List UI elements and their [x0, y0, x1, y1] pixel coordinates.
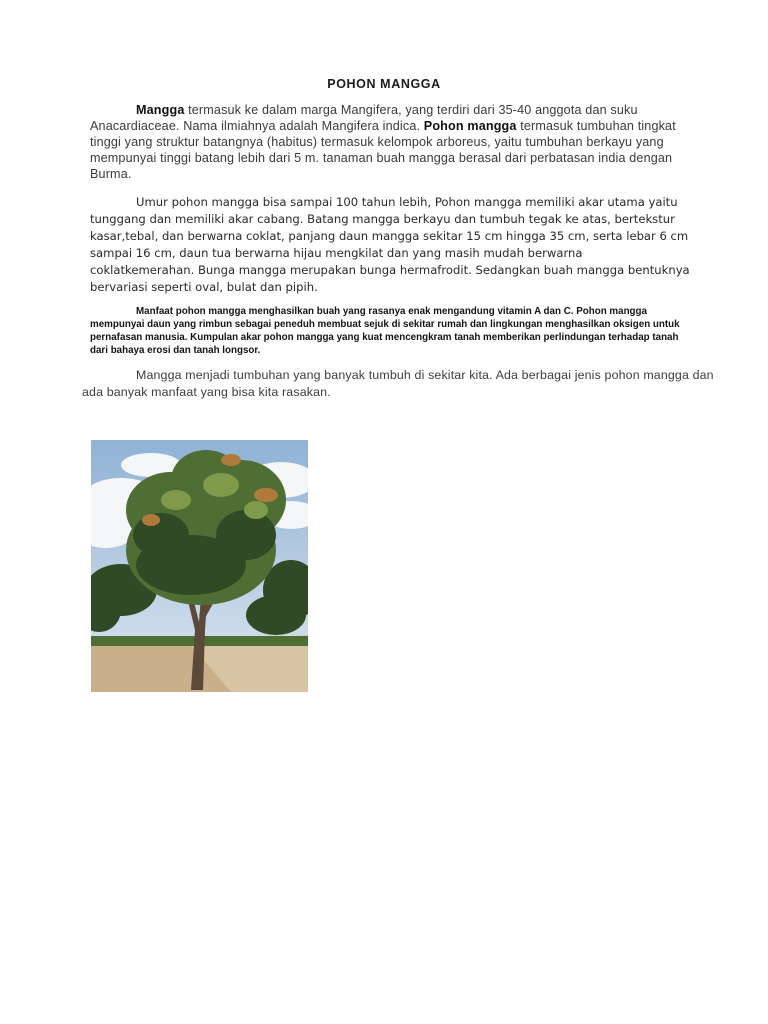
description-text: Umur pohon mangga bisa sampai 100 tahun lebih, Pohon mangga memiliki akar utama yaitu tunggang dan memiliki akar cabang. Batang mangga berkayu dan tumbuh tegak ke atas, bertekstur kasar,tebal, dan berwarna coklat, panjang daun mangga sekitar 15 cm hingga 35 cm, serta lebar 6 cm sampai 16 cm, daun tua berwarna hijau mengkilat dan yang masih mudah berwarna coklatkemerahan. Bunga mangga merupakan bunga hermafrodit. Sedangkan buah mangga bentuknya bervariasi seperti oval, bulat dan pipih. [90, 195, 690, 294]
intro-text-2: termasuk tumbuhan tingkat tinggi yang struktur batangnya (habitus) termasuk kelompok arboreus, yaitu tumbuhan berkayu yang mempunyai tinggi batang lebih dari 5 m. tanaman buah mangga berasal dari perbatasan india dengan Burma. [90, 119, 676, 182]
paragraph-benefits [90, 305, 690, 357]
mango-tree-photo [91, 440, 308, 692]
term-pohon-mangga: Pohon mangga [423, 119, 517, 134]
paragraph-intro [90, 102, 690, 182]
term-mangga: Mangga [136, 103, 185, 117]
closing-text: Mangga menjadi tumbuhan yang banyak tumbuh di sekitar kita. Ada berbagai jenis pohon mangga dan ada banyak manfaat yang bisa kita rasakan. [82, 368, 714, 399]
benefits-text: Manfaat pohon mangga menghasilkan buah yang rasanya enak mengandung vitamin A dan C. Pohon mangga mempunyai daun yang rimbun sebagai peneduh membuat sejuk di sekitar rumah dan lingkungan menghasilkan oksigen untuk pernafasan manusia. Kumpulan akar pohon mangga yang kuat mencengkram tanah memberikan perlindungan terhadap tanah dari bahaya erosi dan tanah longsor. [90, 306, 680, 357]
mango-tree-illustration [91, 440, 308, 692]
intro-text-1: termasuk ke dalam marga Mangifera, yang terdiri dari 35-40 anggota dan suku Anacardiaceae. Nama ilmiahnya adalah Mangifera indica. [90, 103, 638, 134]
paragraph-closing [82, 367, 722, 401]
document-title: POHON MANGGA [327, 77, 441, 91]
paragraph-description [90, 194, 690, 295]
